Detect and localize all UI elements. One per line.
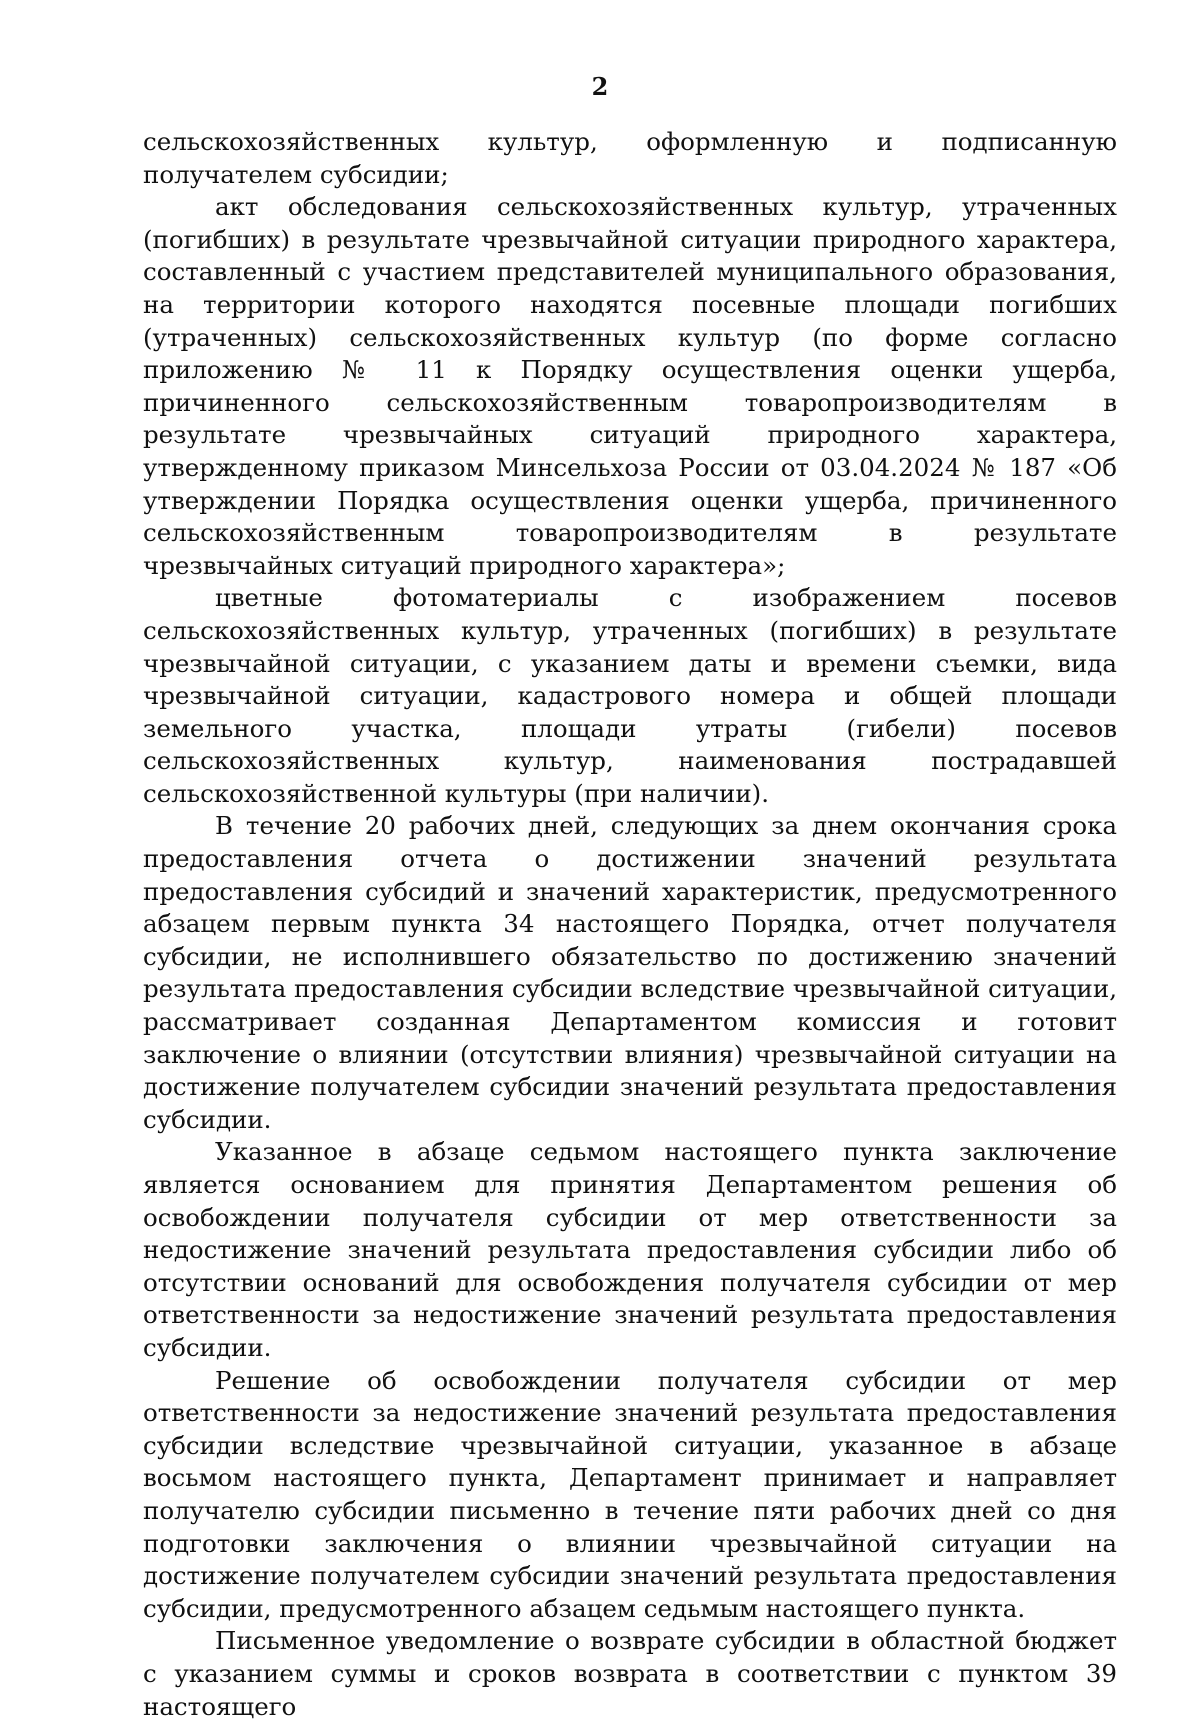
paragraph-4: В течение 20 рабочих дней, следующих за днем окончания срока предоставления отчета о достижении значений результата предоставления субсидий и значений характеристик, предусмотренного абзацем первым пункта 34 настоящего Порядка, отчет получателя субсидии, не исполнившего обязательство по достижению значений результата предоставления субсидии вследствие чрезвычайной ситуации, рассматривает созданная Департаментом комиссия и готовит заключение о влиянии (отсутствии влияния) чрезвычайной ситуации на достижение получателем субсидии значений результата предоставления субсидии. [143, 811, 1117, 1134]
page-number: 2 [591, 72, 609, 101]
paragraph-1: сельскохозяйственных культур, оформленную и подписанную получателем субсидии; [143, 127, 1117, 189]
paragraph-3: цветные фотоматериалы с изображением посевов сельскохозяйственных культур, утраченных (погибших) в результате чрезвычайной ситуации, с указанием даты и времени съемки, вида чрезвычайной ситуации, кадастрового номера и общей площади земельного участка, площади утраты (гибели) посевов сельскохозяйственных культур, наименования пострадавшей сельскохозяйственной культуры (при наличии). [143, 583, 1117, 808]
paragraph-5: Указанное в абзаце седьмом настоящего пункта заключение является основанием для принятия Департаментом решения об освобождении получателя субсидии от мер ответственности за недостижение значений результата предоставления субсидии либо об отсутствии оснований для освобождения получателя субсидии от мер ответственности за недостижение значений результата предоставления субсидии. [143, 1137, 1117, 1362]
paragraph-6: Решение об освобождении получателя субсидии от мер ответственности за недостижение значений результата предоставления субсидии вследствие чрезвычайной ситуации, указанное в абзаце восьмом настоящего пункта, Департамент принимает и направляет получателю субсидии письменно в течение пяти рабочих дней со дня подготовки заключения о влиянии чрезвычайной ситуации на достижение получателем субсидии значений результата предоставления субсидии, предусмотренного абзацем седьмым настоящего пункта. [143, 1365, 1117, 1623]
paragraph-2: акт обследования сельскохозяйственных культур, утраченных (погибших) в результате чрезвычайной ситуации природного характера, составленный с участием представителей муниципального образования, на территории которого находятся посевные площади погибших (утраченных) сельскохозяйственных культур (по форме согласно приложению № 11 к Порядку осуществления оценки ущерба, причиненного сельскохозяйственным товаропроизводителям в результате чрезвычайных ситуаций природного характера, утвержденному приказом Минсельхоза России от 03.04.2024 № 187 «Об утверждении Порядка осуществления оценки ущерба, причиненного сельскохозяйственным товаропроизводителям в результате чрезвычайных ситуаций природного характера»; [143, 192, 1117, 580]
document-body [143, 126, 1117, 1723]
paragraph-7: Письменное уведомление о возврате субсидии в областной бюджет с указанием суммы и сроков возврата в соответствии с пунктом 39 настоящего [143, 1626, 1117, 1721]
